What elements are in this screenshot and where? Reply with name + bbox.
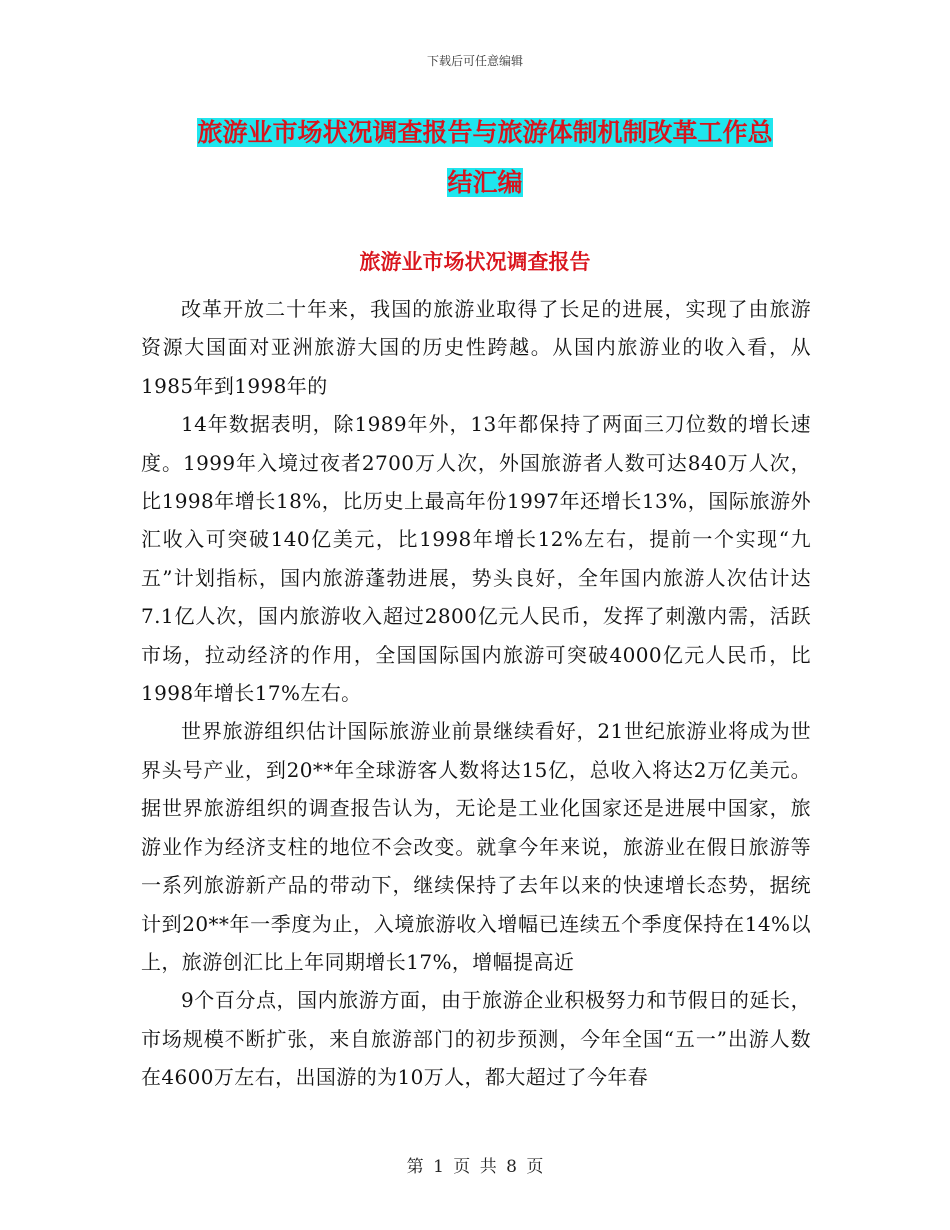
document-title-line-2: 结汇编 [447,168,523,197]
paragraph-4: 9个百分点，国内旅游方面，由于旅游企业积极努力和节假日的延长，市场规模不断扩张，来自旅游部门的初步预测，今年全国“五一”出游人数在4600万左右，出国游的为10万人，都大超过了今年春 [141,988,811,1090]
header-note: 下载后可任意编辑 [426,54,523,68]
section-title: 旅游业市场状况调查报告 [359,250,591,274]
paragraph-3: 世界旅游组织估计国际旅游业前景继续看好，21世纪旅游业将成为世界头号产业，到20**年全球游客人数将达15亿，总收入将达2万亿美元。据世界旅游组织的调查报告认为，无论是工业化国家还是进展中国家，旅游业作为经济支柱的地位不会改变。就拿今年来说，旅游业在假日旅游等一系列旅游新产品的带动下，继续保持了去年以来的快速增长态势，据统计到20**年一季度为止，入境旅游收入增幅已连续五个季度保持在14%以上，旅游创汇比上年同期增长17%，增幅提高近 [141,719,811,974]
body-text [141,290,811,1097]
paragraph-1: 改革开放二十年来，我国的旅游业取得了长足的进展，实现了由旅游资源大国面对亚洲旅游大国的历史性跨越。从国内旅游业的收入看，从1985年到1998年的 [141,297,811,398]
document-title [140,108,830,208]
paragraph-2: 14年数据表明，除1989年外，13年都保持了两面三刀位数的增长速度。1999年入境过夜者2700万人次，外国旅游者人数可达840万人次，比1998年增长18%，比历史上最高年份1997年还增长13%，国际旅游外汇收入可突破140亿美元，比1998年增长12%左右，提前一个实现“九五”计划指标，国内旅游蓬勃进展，势头良好，全年国内旅游人次估计达7.1亿人次，国内旅游收入超过2800亿元人民币，发挥了刺激内需，活跃市场，拉动经济的作用，全国国际国内旅游可突破4000亿元人民币，比1998年增长17%左右。 [141,412,811,706]
document-title-line-1: 旅游业市场状况调查报告与旅游体制机制改革工作总 [197,118,773,147]
page-number: 第 1 页 共 8 页 [406,1157,544,1177]
